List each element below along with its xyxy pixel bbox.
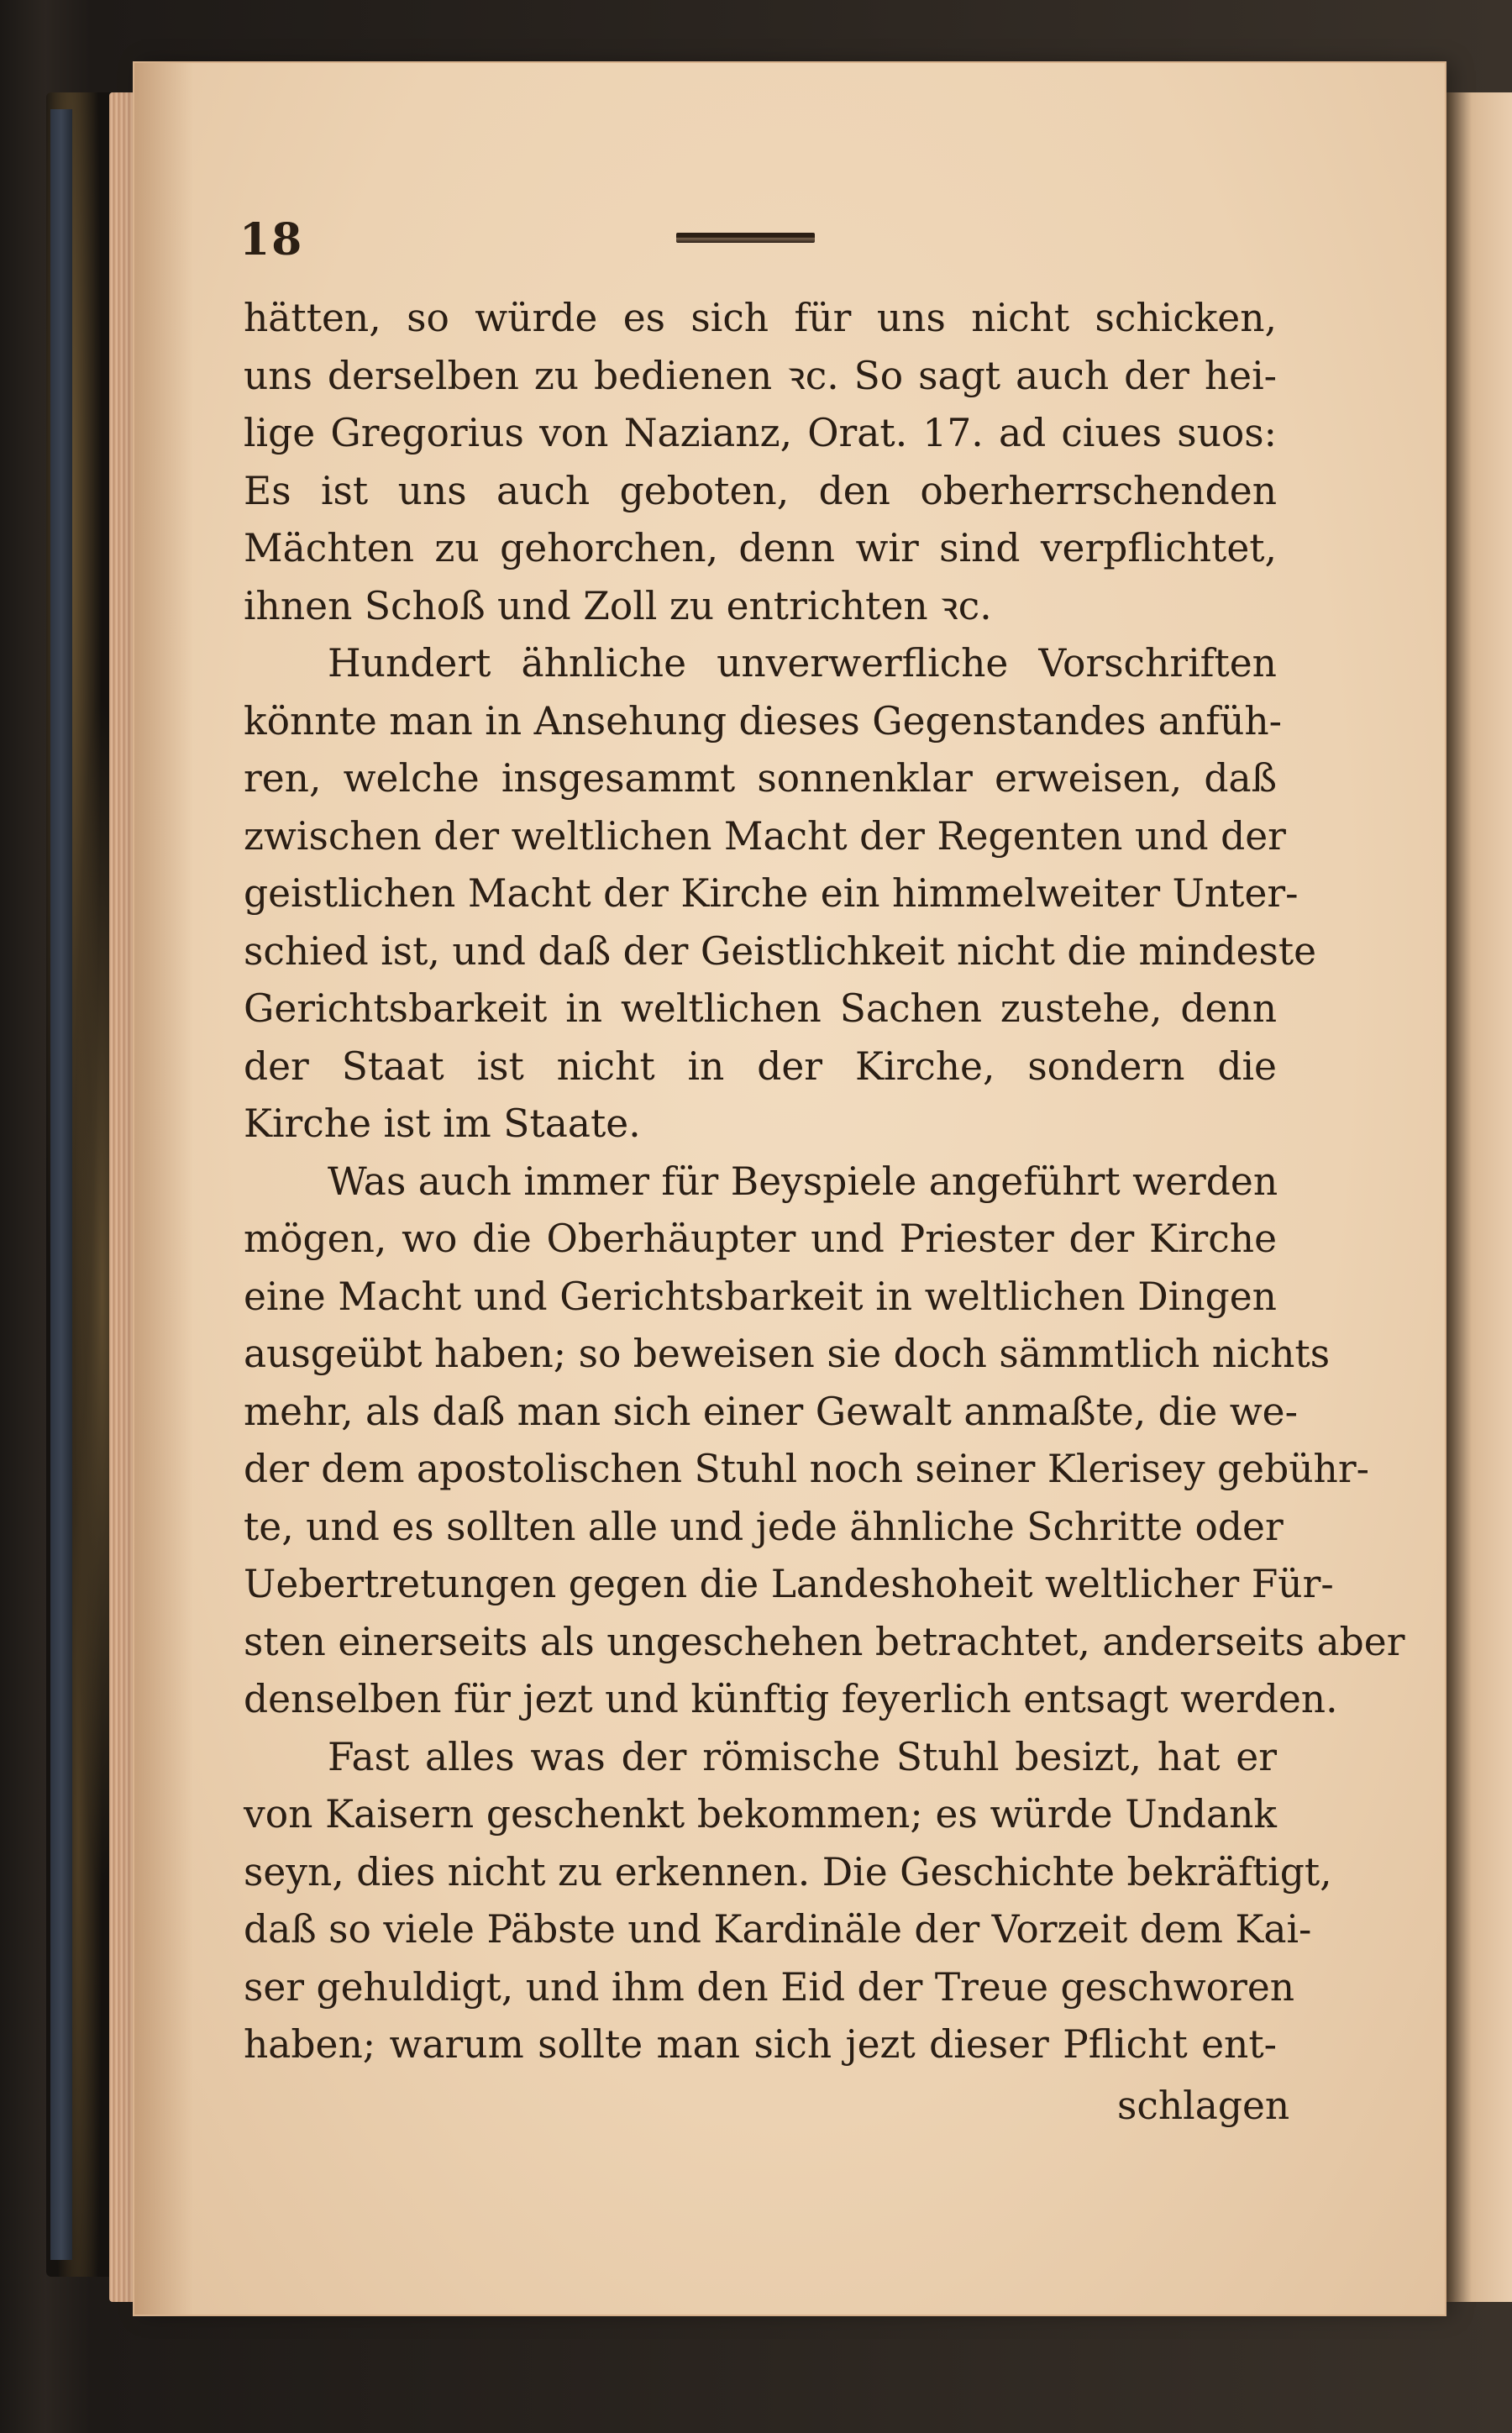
- text-line: mögen, wo die Oberhäupter und Priester der Kirche: [244, 1216, 1277, 1261]
- text-line: mehr, als daß man sich einer Gewalt anmaßte, die we-: [244, 1389, 1298, 1434]
- text-line: ren, welche insgesammt sonnenklar erweisen, daß: [244, 756, 1277, 801]
- text-line: uns derselben zu bedienen ꝛc. So sagt auch der hei-: [244, 353, 1277, 398]
- text-line: schied ist, und daß der Geistlichkeit nicht die mindeste: [244, 928, 1317, 974]
- text-line: Mächten zu gehorchen, denn wir sind verpflichtet,: [244, 526, 1277, 570]
- text-line: Hundert ähnliche unverwerfliche Vorschriften: [328, 641, 1277, 686]
- text-line: Es ist uns auch geboten, den oberherrschenden: [244, 468, 1277, 513]
- text-line: hätten, so würde es sich für uns nicht schicken,: [244, 296, 1277, 340]
- facing-page-edge: [1445, 92, 1512, 2302]
- text-line: zwischen der weltlichen Macht der Regenten und der: [244, 813, 1286, 859]
- text-line: Uebertretungen gegen die Landeshoheit weltlicher Für-: [244, 1562, 1334, 1606]
- text-line: Kirche ist im Staate.: [244, 1101, 641, 1146]
- text-line: ausgeübt haben; so beweisen sie doch sämmtlich nichts: [244, 1332, 1331, 1376]
- page-number: 18: [239, 214, 304, 265]
- text-line: daß so viele Päbste und Kardinäle der Vorzeit dem Kai-: [244, 1907, 1312, 1952]
- text-line: denselben für jezt und künftig feyerlich entsagt werden.: [244, 1677, 1338, 1721]
- page-header: [239, 214, 1289, 265]
- body-text: [244, 290, 1405, 2074]
- text-line: Was auch immer für Beyspiele angeführt werden: [328, 1159, 1278, 1204]
- text-line: von Kaisern geschenkt bekommen; es würde Undank: [244, 1792, 1277, 1837]
- text-line: der dem apostolischen Stuhl noch seiner Klerisey gebühr-: [244, 1447, 1369, 1491]
- text-line: der Staat ist nicht in der Kirche, sondern die: [244, 1043, 1277, 1089]
- text-line: eine Macht und Gerichtsbarkeit in weltlichen Dingen: [244, 1274, 1277, 1319]
- text-line: ihnen Schoß und Zoll zu entrichten ꝛc.: [244, 583, 992, 628]
- text-line: sten einerseits als ungeschehen betrachtet, anderseits aber: [244, 1619, 1405, 1664]
- text-line: te, und es sollten alle und jede ähnliche Schritte oder: [244, 1504, 1284, 1549]
- book-spine-band: [50, 109, 72, 2260]
- catchword: schlagen: [1117, 2084, 1290, 2128]
- text-line: geistlichen Macht der Kirche ein himmelweiter Unter-: [244, 871, 1299, 916]
- text-line: Gerichtsbarkeit in weltlichen Sachen zustehe, denn: [244, 986, 1277, 1031]
- text-line: lige Gregorius von Nazianz, Orat. 17. ad ciues suos:: [244, 411, 1277, 455]
- header-rule-ornament: [676, 233, 815, 243]
- text-line: Fast alles was der römische Stuhl besizt, hat er: [328, 1734, 1277, 1779]
- text-line: könnte man in Ansehung dieses Gegenstandes anfüh-: [244, 698, 1283, 744]
- text-line: seyn, dies nicht zu erkennen. Die Geschichte bekräftigt,: [244, 1849, 1332, 1894]
- text-line: ser gehuldigt, und ihm den Eid der Treue geschworen: [244, 1964, 1295, 2010]
- text-line: haben; warum sollte man sich jezt dieser Pflicht ent-: [244, 2022, 1277, 2067]
